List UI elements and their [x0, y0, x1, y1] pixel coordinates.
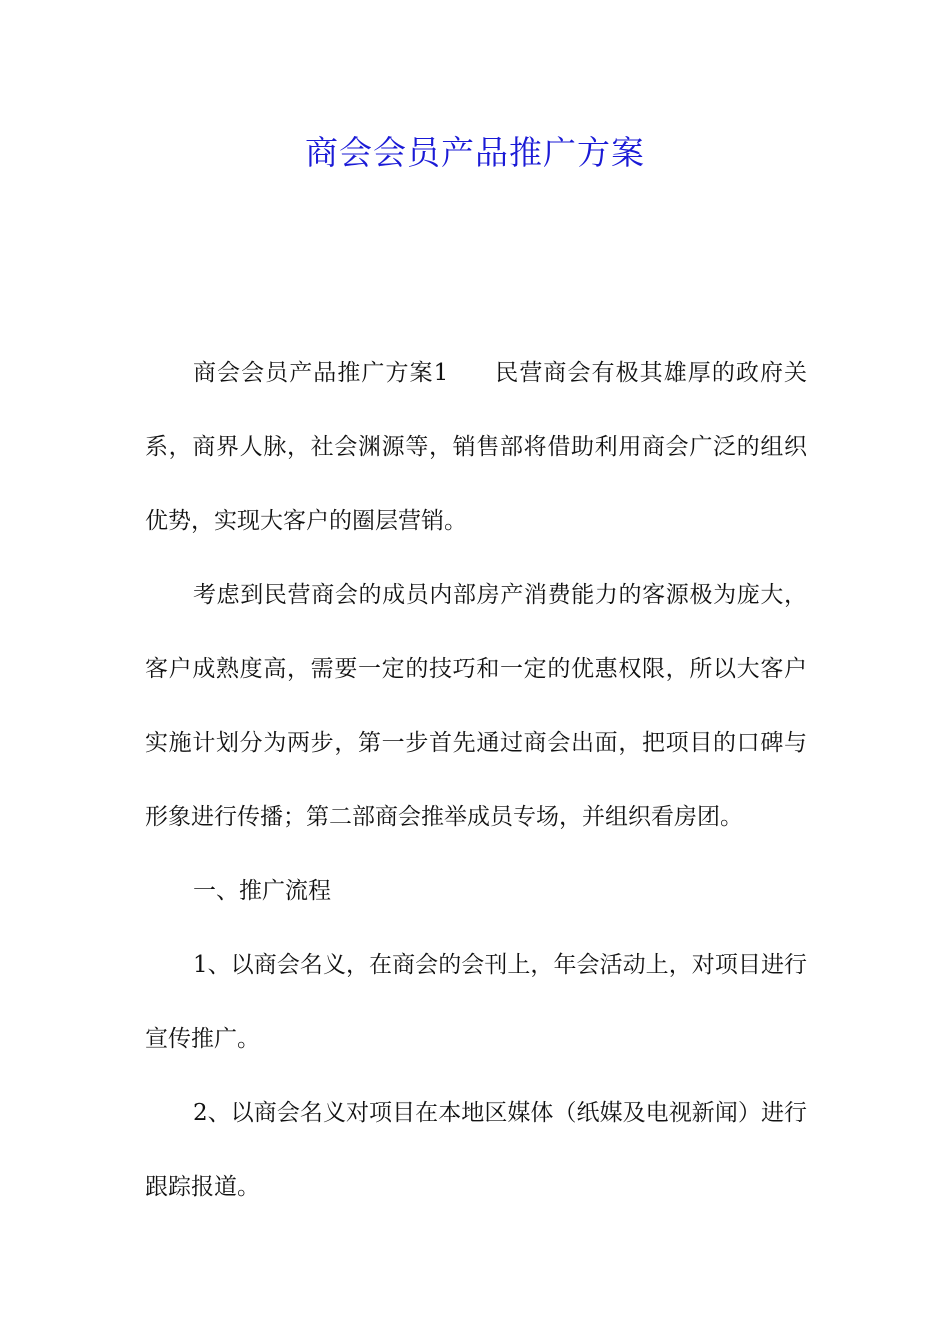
list-item: 2、以商会名义对项目在本地区媒体（纸媒及电视新闻）进行跟踪报道。	[145, 1100, 807, 1200]
list-item: 1、以商会名义，在商会的会刊上，年会活动上，对项目进行宣传推广。	[145, 952, 807, 1052]
section-heading: 一、推广流程	[193, 878, 331, 904]
document-title: 商会会员产品推广方案	[305, 133, 645, 172]
document-body	[145, 336, 807, 1224]
paragraph: 考虑到民营商会的成员内部房产消费能力的客源极为庞大，客户成熟度高，需要一定的技巧和一定的优惠权限，所以大客户实施计划分为两步，第一步首先通过商会出面，把项目的口碑与形象进行传播；第二部商会推举成员专场，并组织看房团。	[145, 582, 807, 830]
paragraph-intro	[145, 336, 807, 558]
paragraph-text: 民营商会有极其雄厚的政府关系，商界人脉，社会渊源等，销售部将借助利用商会广泛的组织优势，实现大客户的圈层营销。	[145, 360, 808, 534]
intro-heading: 商会会员产品推广方案1	[193, 360, 449, 386]
